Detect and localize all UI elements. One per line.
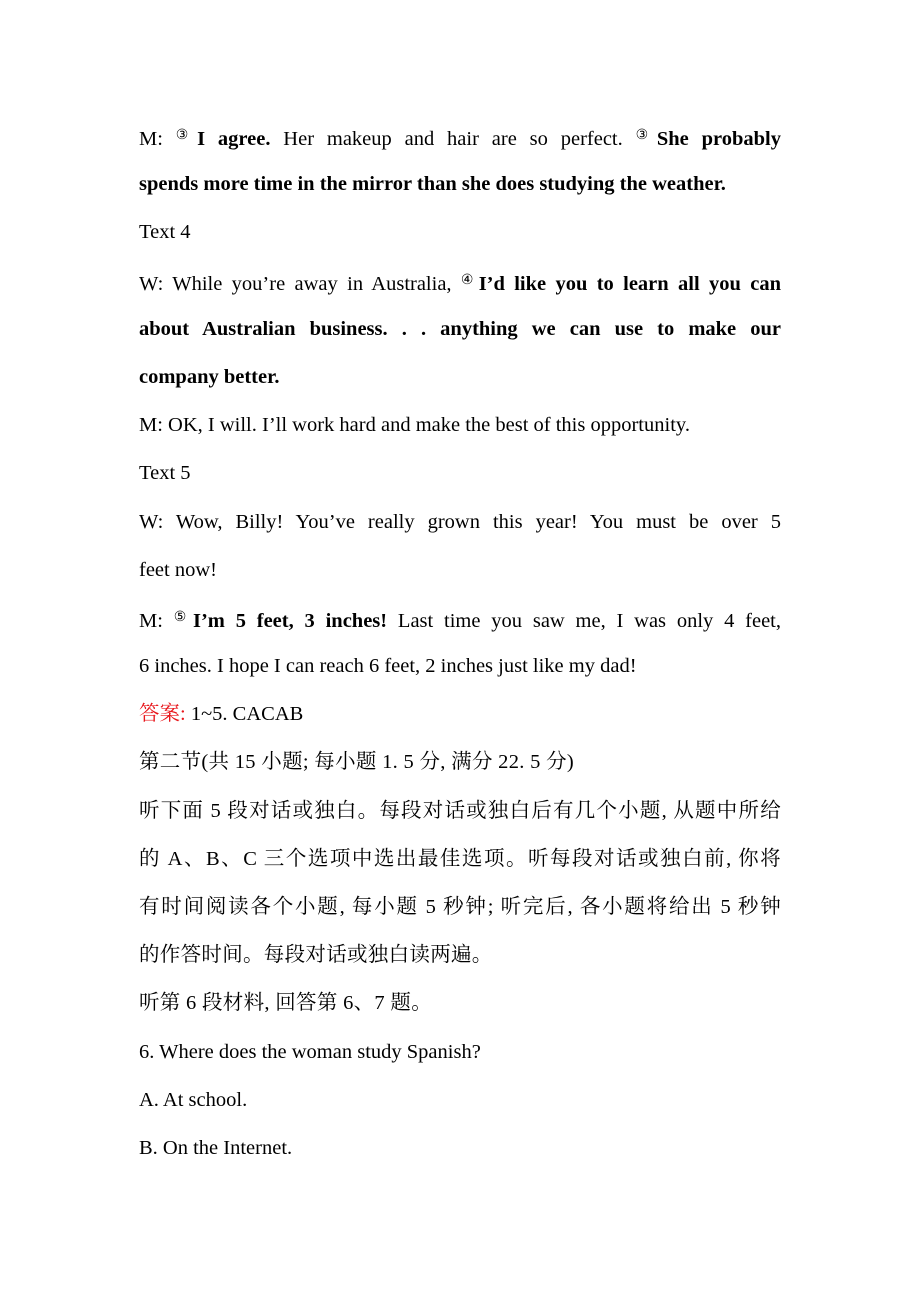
answer-value: 1~5. CACAB bbox=[185, 703, 304, 726]
key-phrase: I’m 5 feet, 3 inches! bbox=[193, 609, 388, 632]
dialogue-line: W: While you’re away in Australia, ④I’d like you to learn all you can bbox=[139, 272, 781, 295]
instruction-line: 的 A、B、C 三个选项中选出最佳选项。听每段对话或独白前, 你将 bbox=[139, 847, 781, 870]
instruction-line: 有时间阅读各个小题, 每小题 5 秒钟; 听完后, 各小题将给出 5 秒钟 bbox=[139, 896, 781, 918]
dialogue-line: about Australian business. . . anything we can use to make our bbox=[139, 317, 781, 340]
marker-3: ③ bbox=[175, 128, 197, 143]
dialogue-line: company better. bbox=[139, 365, 280, 388]
material-heading: 听第 6 段材料, 回答第 6、7 题。 bbox=[139, 992, 432, 1015]
text-heading: Text 5 bbox=[139, 462, 191, 485]
answer-line bbox=[139, 690, 781, 738]
answer-label: 答案: bbox=[139, 703, 186, 726]
dialogue-line: M: OK, I will. I’ll work hard and make the best of this opportunity. bbox=[139, 414, 690, 437]
section-heading: 第二节(共 15 小题; 每小题 1. 5 分, 满分 22. 5 分) bbox=[139, 751, 575, 774]
question-6: 6. Where does the woman study Spanish? bbox=[139, 1040, 481, 1063]
instruction-line: 的作答时间。每段对话或独白读两遍。 bbox=[139, 944, 493, 967]
dialogue-line: feet now! bbox=[139, 558, 217, 581]
key-phrase: She probably bbox=[656, 128, 781, 150]
text-heading: Text 4 bbox=[139, 221, 191, 244]
instruction-line: 听下面 5 段对话或独白。每段对话或独白后有几个小题, 从题中所给 bbox=[139, 799, 781, 822]
dialogue-line: M: ⑤I’m 5 feet, 3 inches! Last time you saw me, I was only 4 feet, bbox=[139, 609, 781, 632]
dialogue-line: M: ③I agree. Her makeup and hair are so perfect. ③She probably bbox=[139, 128, 781, 150]
option-b: B. On the Internet. bbox=[139, 1136, 293, 1159]
marker-3: ③ bbox=[635, 128, 656, 143]
document-body bbox=[139, 112, 781, 1172]
marker-5: ⑤ bbox=[173, 609, 192, 625]
option-a: A. At school. bbox=[139, 1088, 248, 1111]
key-phrase: I agree. bbox=[197, 128, 271, 150]
dialogue-line: 6 inches. I hope I can reach 6 feet, 2 inches just like my dad! bbox=[139, 655, 637, 678]
dialogue-line: W: Wow, Billy! You’ve really grown this year! You must be over 5 bbox=[139, 510, 781, 533]
dialogue-line: spends more time in the mirror than she does studying the weather. bbox=[139, 173, 726, 196]
marker-4: ④ bbox=[460, 272, 478, 288]
key-phrase: I’d like you to learn all you can bbox=[478, 272, 781, 295]
